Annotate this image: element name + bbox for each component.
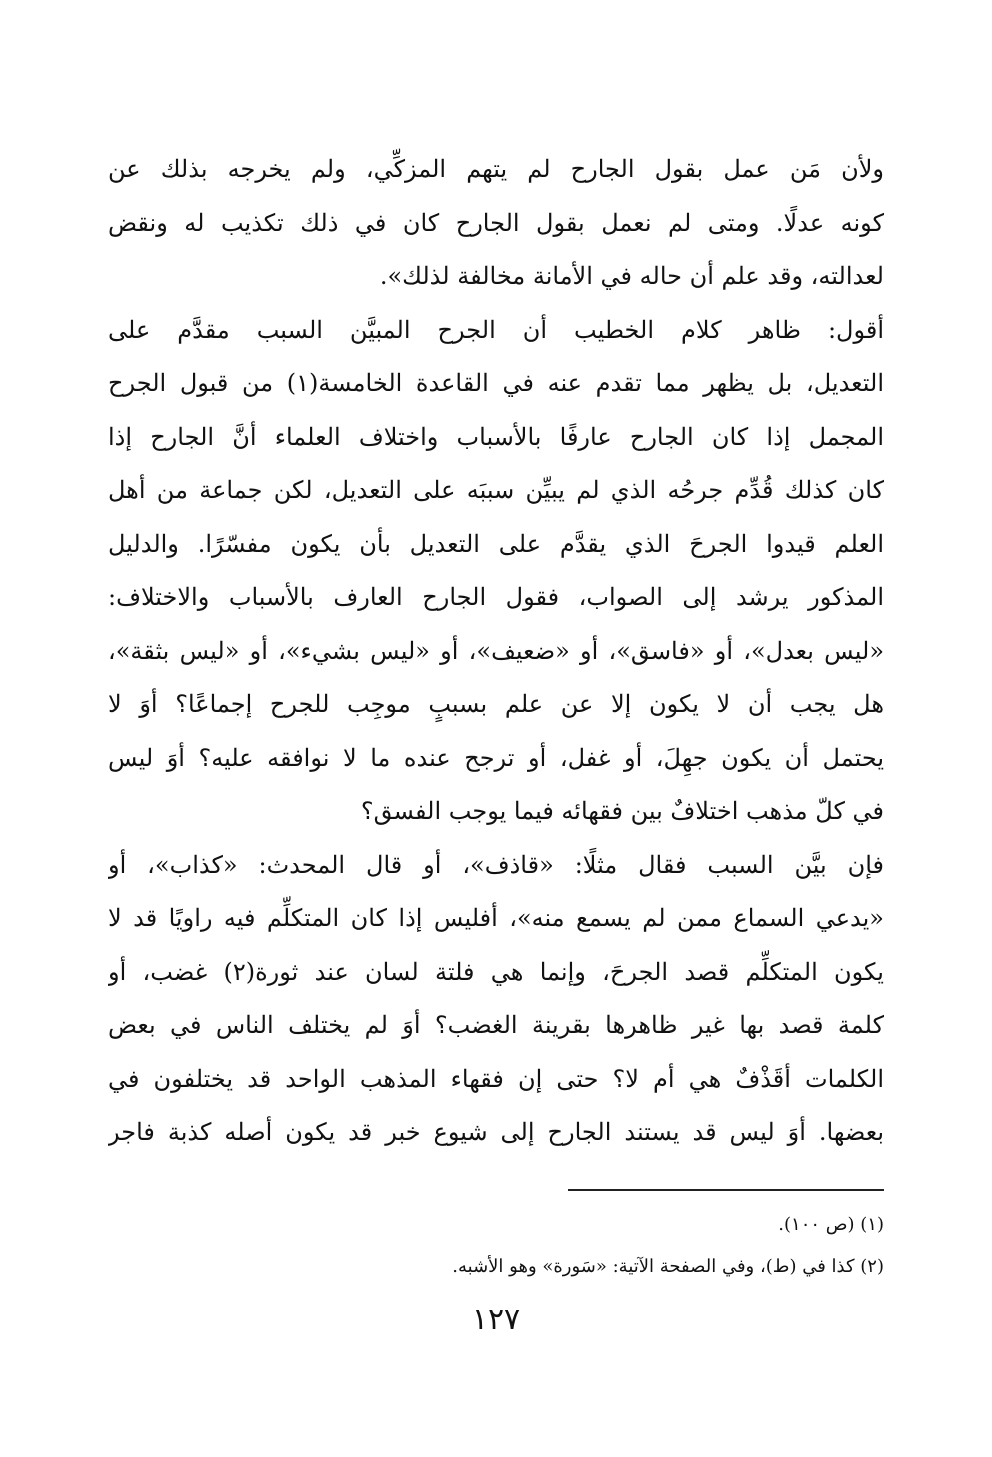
footnotes — [300, 1204, 884, 1288]
body-text — [108, 143, 884, 1160]
text-line: المجمل إذا كان الجارح عارفًا بالأسباب واختلاف العلماء أنَّ الجارح إذا — [108, 422, 884, 451]
text-line: لعدالته، وقد علم أن حاله في الأمانة مخالفة لذلك». — [379, 262, 884, 290]
text-line: العلم قيدوا الجرحَ الذي يقدَّم على التعديل بأن يكون مفسّرًا. والدليل — [108, 529, 884, 558]
footnote-2: (٢) كذا في (ط)، وفي الصفحة الآتية: «سَورة» وهو الأشبه. — [452, 1256, 884, 1277]
text-line: بعضها. أوَ ليس قد يستند الجارح إلى شيوع خبر قد يكون أصله كذبة فاجر — [108, 1118, 884, 1146]
text-line: المذكور يرشد إلى الصواب، فقول الجارح العارف بالأسباب والاختلاف: — [108, 583, 884, 611]
text-line: كونه عدلًا. ومتى لم نعمل بقول الجارح كان في ذلك تكذيب له ونقض — [108, 208, 884, 237]
text-line: كان كذلك قُدِّم جرحُه الذي لم يبيِّن سببَه على التعديل، لكن جماعة من أهل — [108, 476, 884, 504]
text-line: «يدعي السماع ممن لم يسمع منه»، أفليس إذا كان المتكلِّم فيه راويًا قد لا — [108, 904, 884, 932]
text-line: أقول: ظاهر كلام الخطيب أن الجرح المبيَّن السبب مقدَّم على — [108, 315, 884, 344]
text-line: الكلمات أقَذْفٌ هي أم لا؟ حتى إن فقهاء المذهب الواحد قد يختلفون في — [108, 1064, 884, 1093]
page-number: ١٢٧ — [471, 1302, 521, 1337]
text-line: فإن بيَّن السبب فقال مثلًا: «قاذف»، أو قال المحدث: «كذاب»، أو — [108, 850, 884, 879]
text-line: في كلّ مذهب اختلافٌ بين فقهائه فيما يوجب الفسق؟ — [360, 797, 884, 825]
text-line: «ليس بعدل»، أو «فاسق»، أو «ضعيف»، أو «ليس بشيء»، أو «ليس بثقة»، — [108, 636, 884, 665]
text-line: يكون المتكلِّم قصد الجرحَ، وإنما هي فلتة لسان عند ثورة(٢) غضب، أو — [108, 957, 884, 986]
text-line: التعديل، بل يظهر مما تقدم عنه في القاعدة الخامسة(١) من قبول الجرح — [108, 369, 884, 397]
text-line: ولأن مَن عمل بقول الجارح لم يتهم المزكِّي، ولم يخرجه بذلك عن — [108, 155, 884, 183]
text-line: كلمة قصد بها غير ظاهرها بقرينة الغضب؟ أوَ لم يختلف الناس في بعض — [108, 1011, 884, 1039]
text-line: هل يجب أن لا يكون إلا عن علم بسببٍ موجِب للجرح إجماعًا؟ أوَ لا — [108, 690, 884, 718]
footnote-divider — [568, 1189, 884, 1191]
text-line: يحتمل أن يكون جهِلَ، أو غفل، أو ترجح عنده ما لا نوافقه عليه؟ أوَ ليس — [108, 743, 884, 772]
footnote-1: (١) (ص ١٠٠). — [778, 1214, 884, 1235]
